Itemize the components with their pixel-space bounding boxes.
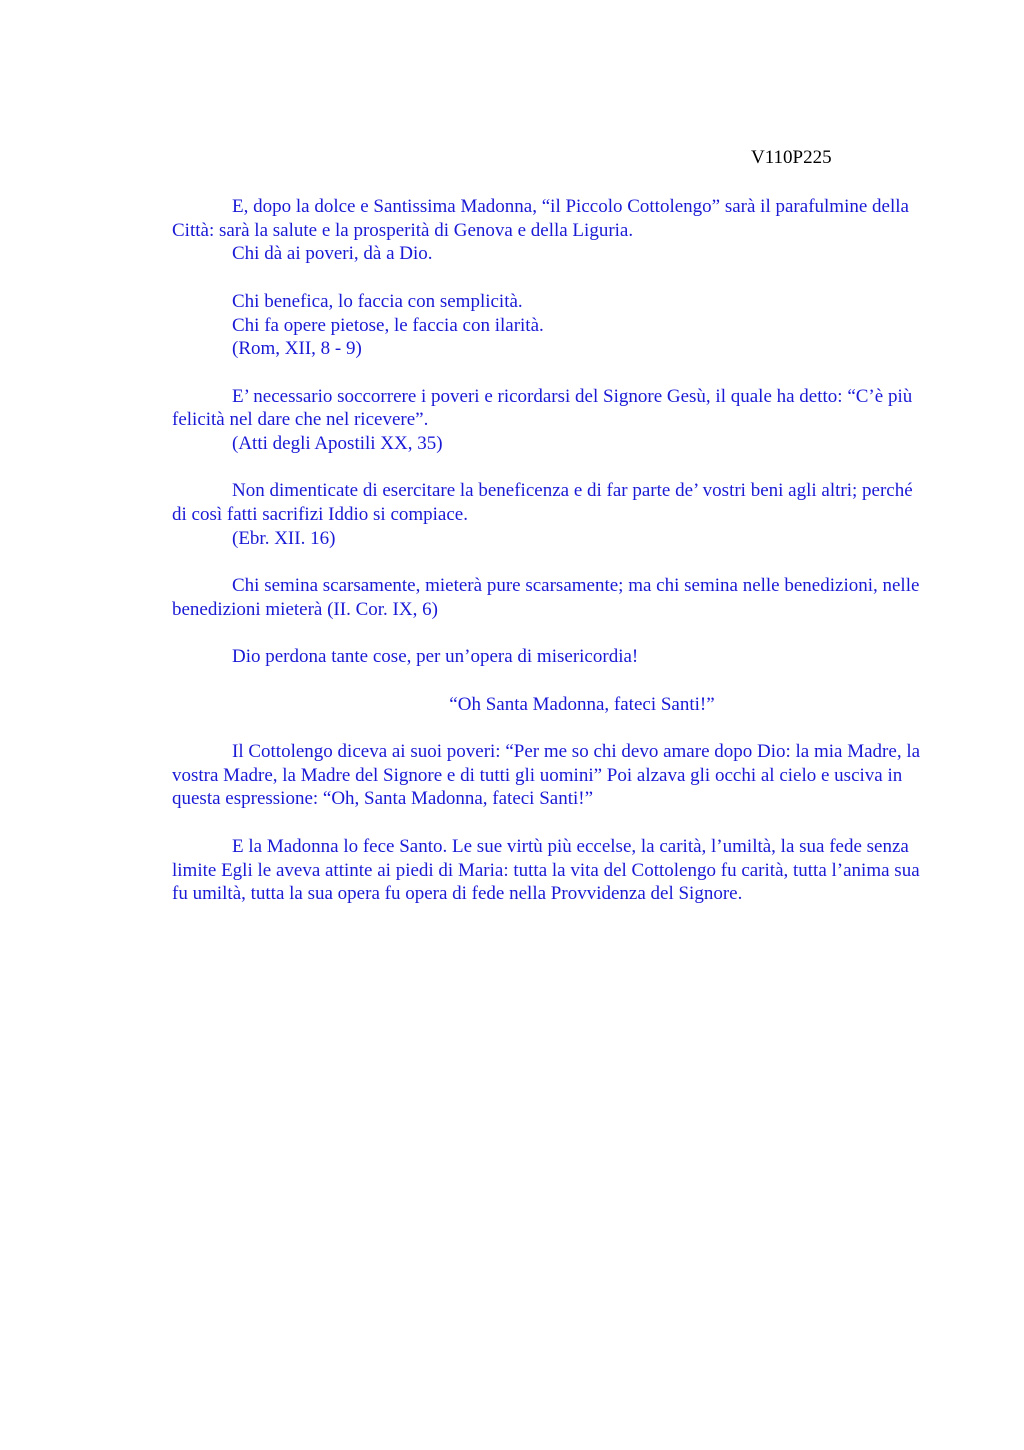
paragraph-soccorrere: E’ necessario soccorrere i poveri e ricordarsi del Signore Gesù, il quale ha detto: “C’è più felicità nel dare che nel ricevere”. bbox=[172, 385, 913, 431]
paragraph-chi-da-ai-poveri: Chi dà ai poveri, dà a Dio. bbox=[232, 243, 433, 265]
quote-line-ilarita: Chi fa opere pietose, le faccia con ilarità. bbox=[232, 314, 544, 336]
section-heading: “Oh Santa Madonna, fateci Santi!” bbox=[449, 693, 715, 715]
document-body bbox=[172, 195, 932, 906]
citation-ebr: (Ebr. XII. 16) bbox=[232, 527, 336, 549]
paragraph-parafulmine: E, dopo la dolce e Santissima Madonna, “il Piccolo Cottolengo” sarà il parafulmine della Città: sarà la salute e la prosperità di Genova e della Liguria. bbox=[172, 196, 909, 241]
quote-line-semplicita: Chi benefica, lo faccia con semplicità. bbox=[232, 290, 523, 312]
paragraph-dio-perdona: Dio perdona tante cose, per un’opera di misericordia! bbox=[232, 646, 639, 668]
citation-atti: (Atti degli Apostili XX, 35) bbox=[232, 433, 443, 454]
paragraph-madonna-fece-santo: E la Madonna lo fece Santo. Le sue virtù più eccelse, la carità, l’umiltà, la sua fede senza limite Egli le aveva attinte ai piedi di Maria: tutta la vita del Cottolengo fu carità, tutta l’anima sua fu umiltà, tutta la sua opera fu opera di fede nella Provvidenza del Signore. bbox=[172, 835, 920, 905]
paragraph-semina: Chi semina scarsamente, mieterà pure scarsamente; ma chi semina nelle benedizioni, nelle benedizioni mieterà (II. Cor. IX, 6) bbox=[172, 575, 920, 620]
paragraph-beneficenza: Non dimenticate di esercitare la beneficenza e di far parte de’ vostri beni agli altri; perché di così fatti sacrifizi Iddio si compiace. bbox=[172, 480, 913, 526]
citation-rom: (Rom, XII, 8 - 9) bbox=[232, 338, 362, 360]
paragraph-cottolengo-diceva: Il Cottolengo diceva ai suoi poveri: “Per me so chi devo amare dopo Dio: la mia Madre, la vostra Madre, la Madre del Signore e di tutti gli uomini” Poi alzava gli occhi al cielo e usciva in questa espressione: “Oh, Santa Madonna, fateci Santi!” bbox=[172, 741, 921, 810]
page-id: V110P225 bbox=[751, 147, 832, 168]
